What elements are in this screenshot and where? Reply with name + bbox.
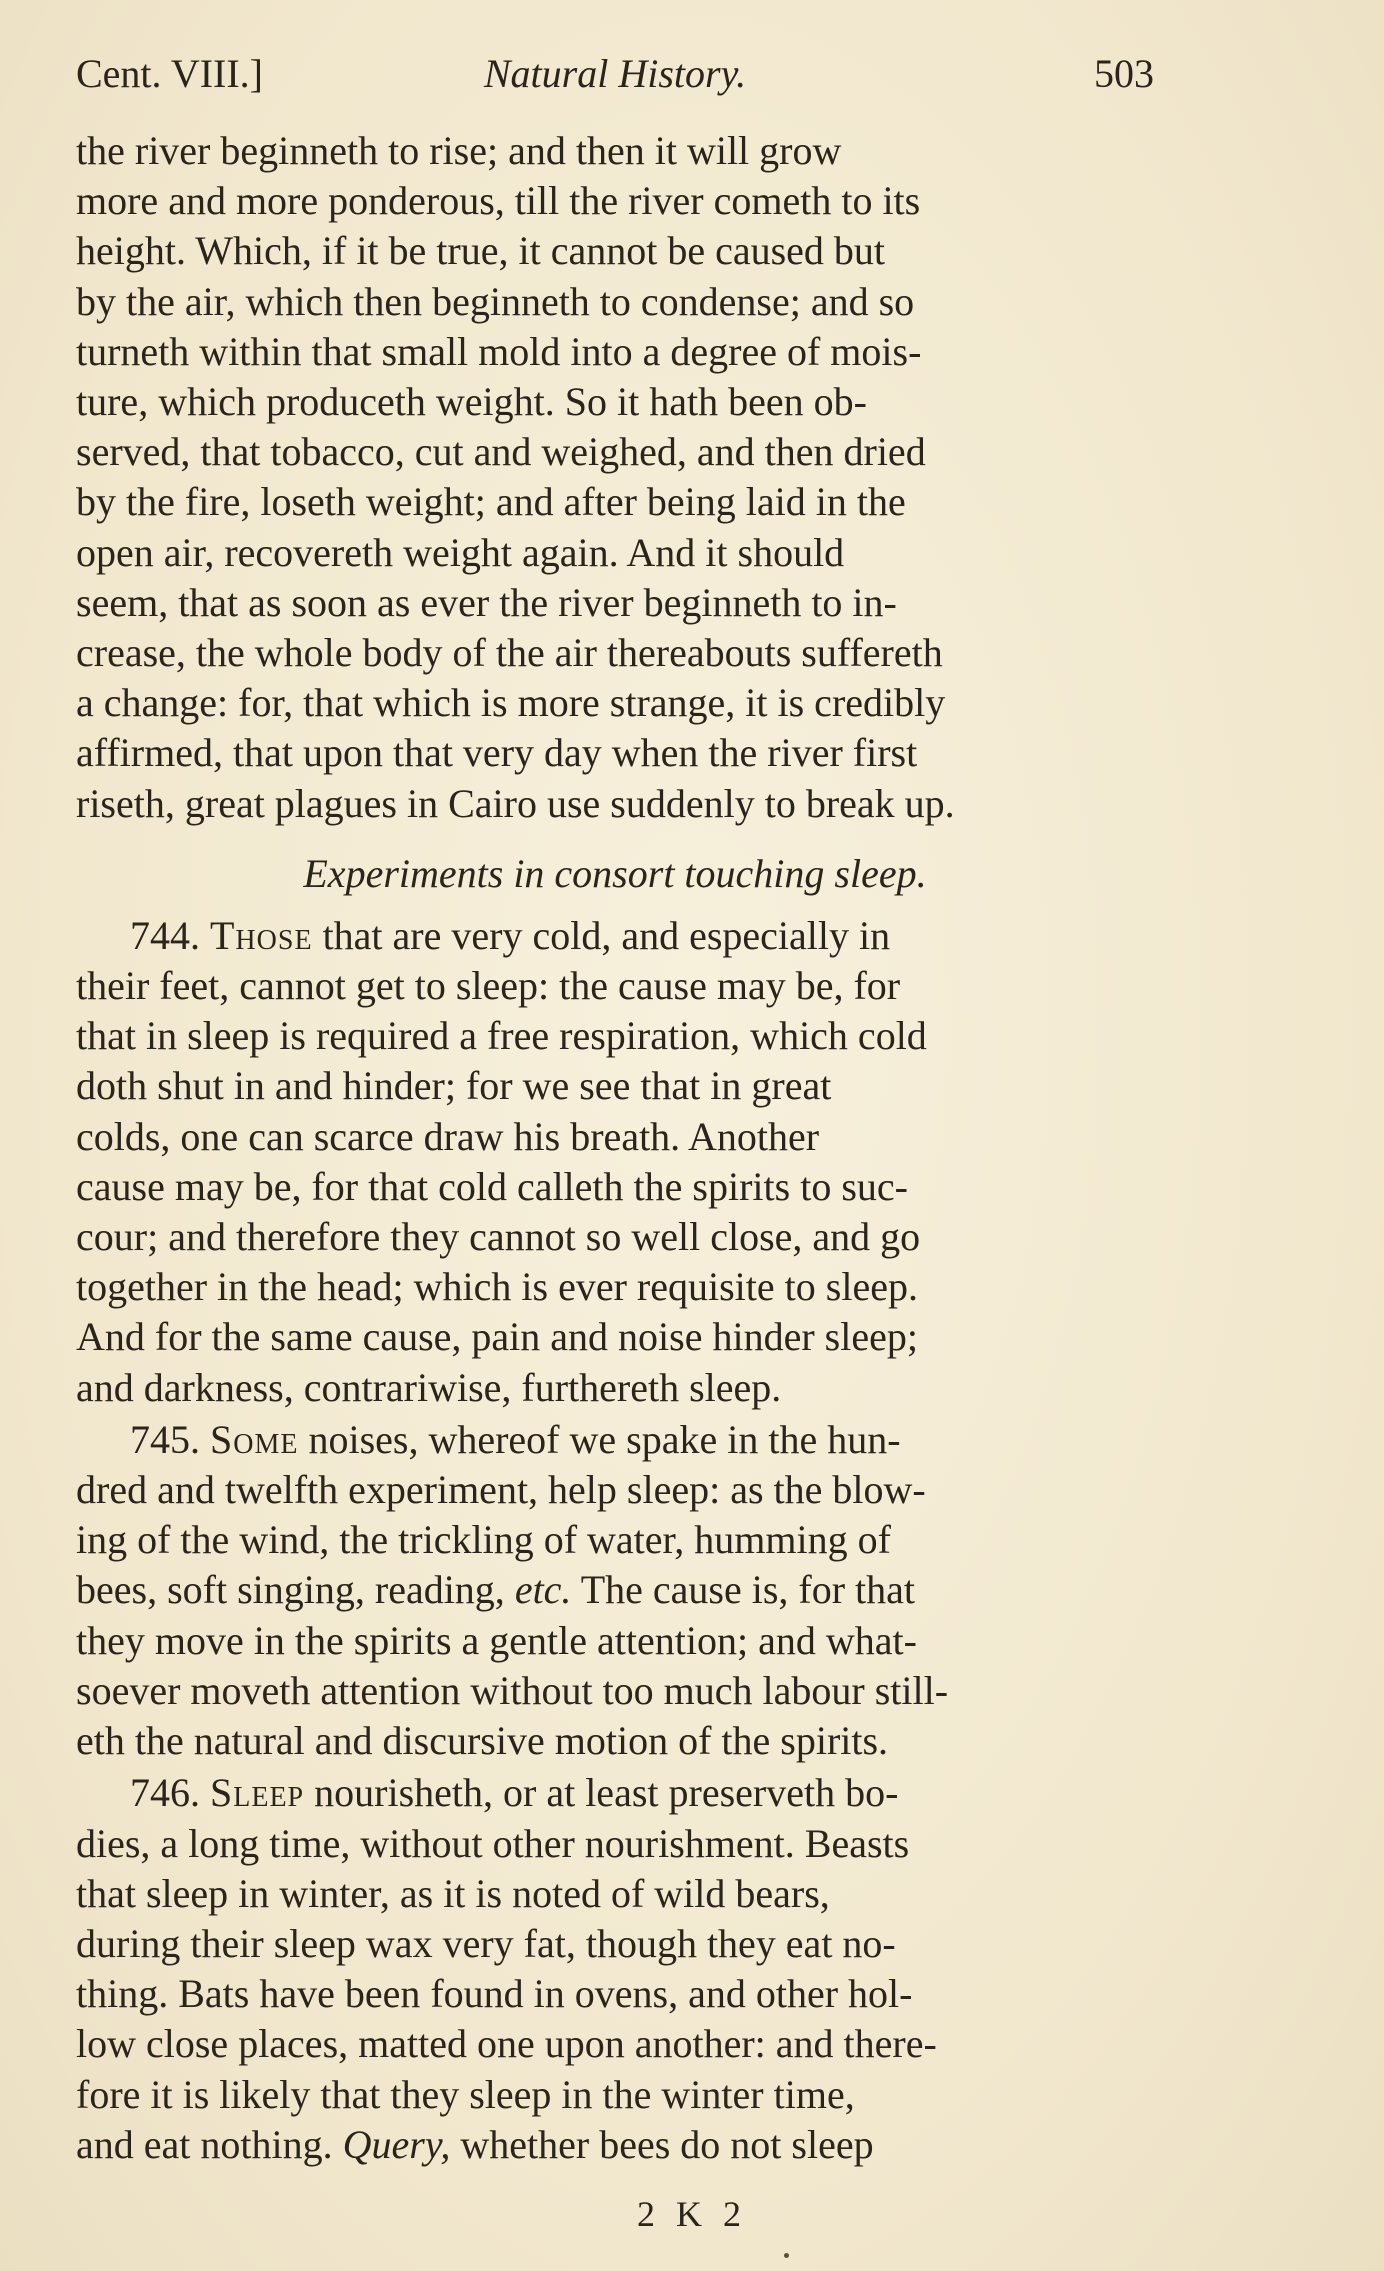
text-line: served, that tobacco, cut and weighed, and then dried bbox=[76, 429, 926, 475]
paragraph-number: 744. bbox=[130, 912, 200, 958]
text-line: they move in the spirits a gentle attention; and what- bbox=[76, 1617, 917, 1663]
text-line: cour; and therefore they cannot so well close, and go bbox=[76, 1214, 921, 1260]
text-line: eth the natural and discursive motion of the spirits. bbox=[76, 1718, 889, 1764]
text-line: seem, that as soon as ever the river beginneth to in- bbox=[76, 579, 897, 625]
body-text bbox=[76, 126, 1154, 2170]
text-line: colds, one can scarce draw his breath. Another bbox=[76, 1113, 820, 1159]
paragraph-number: 746. bbox=[130, 1770, 200, 1816]
text-line: ture, which produceth weight. So it hath been ob- bbox=[76, 379, 867, 425]
text-fragment: noises, whereof we spake in the hun- bbox=[308, 1416, 901, 1462]
text-line: their feet, cannot get to sleep: the cause may be, for bbox=[76, 963, 901, 1009]
text-line: crease, the whole body of the air thereabouts suffereth bbox=[76, 630, 943, 676]
text-fragment: that are very cold, and especially in bbox=[322, 912, 891, 958]
text-line: height. Which, if it be true, it cannot be caused but bbox=[76, 228, 886, 274]
text-line: and darkness, contrariwise, furthereth sleep. bbox=[76, 1364, 782, 1410]
small-caps-word: Those bbox=[210, 912, 313, 958]
text-line: riseth, great plagues in Cairo use suddenly to break up. bbox=[76, 780, 955, 826]
text-line: that sleep in winter, as it is noted of wild bears, bbox=[76, 1870, 830, 1916]
text-fragment: The cause is, for that bbox=[580, 1567, 916, 1613]
italic-fragment: Query, bbox=[342, 2121, 451, 2167]
text-fragment: bees, soft singing, reading, bbox=[76, 1567, 505, 1613]
text-fragment: whether bees do not sleep bbox=[460, 2121, 874, 2167]
text-line: dies, a long time, without other nourishment. Beasts bbox=[76, 1820, 910, 1866]
small-caps-word: Sleep bbox=[210, 1770, 305, 1816]
text-line: that in sleep is required a free respiration, which cold bbox=[76, 1013, 927, 1059]
text-fragment: nourisheth, or at least preserveth bo- bbox=[314, 1770, 899, 1816]
section-heading: Experiments in consort touching sleep. bbox=[303, 850, 927, 896]
text-line: by the fire, loseth weight; and after being laid in the bbox=[76, 479, 906, 525]
text-line: ing of the wind, the trickling of water, humming of bbox=[76, 1517, 891, 1563]
text-line: during their sleep wax very fat, though they eat no- bbox=[76, 1920, 896, 1966]
text-line: the river beginneth to rise; and then it will grow bbox=[76, 128, 842, 173]
page-number: 503 bbox=[1094, 51, 1154, 96]
text-line: by the air, which then beginneth to condense; and so bbox=[76, 278, 915, 324]
italic-fragment: etc. bbox=[514, 1567, 572, 1613]
text-line: together in the head; which is ever requisite to sleep. bbox=[76, 1264, 918, 1310]
text-line bbox=[76, 2120, 1154, 2170]
text-line: And for the same cause, pain and noise hinder sleep; bbox=[76, 1314, 918, 1360]
text-line: cause may be, for that cold calleth the spirits to suc- bbox=[76, 1163, 908, 1209]
text-line: low close places, matted one upon another: and there- bbox=[76, 2021, 937, 2067]
chapter-marker: Cent. VIII.] bbox=[76, 51, 263, 96]
text-line: turneth within that small mold into a degree of mois- bbox=[76, 328, 922, 374]
text-line: open air, recovereth weight again. And it should bbox=[76, 529, 845, 575]
paragraph-number: 745. bbox=[130, 1416, 200, 1462]
small-caps-word: Some bbox=[210, 1416, 299, 1462]
ink-speck bbox=[784, 2253, 789, 2258]
text-line: more and more ponderous, till the river cometh to its bbox=[76, 178, 921, 224]
signature-mark: 2 K 2 bbox=[637, 2194, 747, 2234]
text-line: a change: for, that which is more strange, it is credibly bbox=[76, 680, 946, 726]
text-line: thing. Bats have been found in ovens, and other hol- bbox=[76, 1971, 913, 2017]
text-line: dred and twelfth experiment, help sleep: as the blow- bbox=[76, 1467, 926, 1513]
paragraph-744-first-line bbox=[76, 911, 1154, 961]
paragraph-745-first-line bbox=[76, 1415, 1154, 1465]
paragraph-746-first-line bbox=[76, 1768, 1154, 1818]
text-line: affirmed, that upon that very day when the river first bbox=[76, 730, 918, 776]
text-line: doth shut in and hinder; for we see that in great bbox=[76, 1063, 832, 1109]
text-line: fore it is likely that they sleep in the winter time, bbox=[76, 2071, 855, 2117]
running-head bbox=[76, 44, 1154, 104]
text-line bbox=[76, 1565, 1154, 1615]
text-line: soever moveth attention without too much labour still- bbox=[76, 1667, 949, 1713]
running-title: Natural History. bbox=[483, 51, 747, 96]
text-fragment: and eat nothing. bbox=[76, 2121, 333, 2167]
